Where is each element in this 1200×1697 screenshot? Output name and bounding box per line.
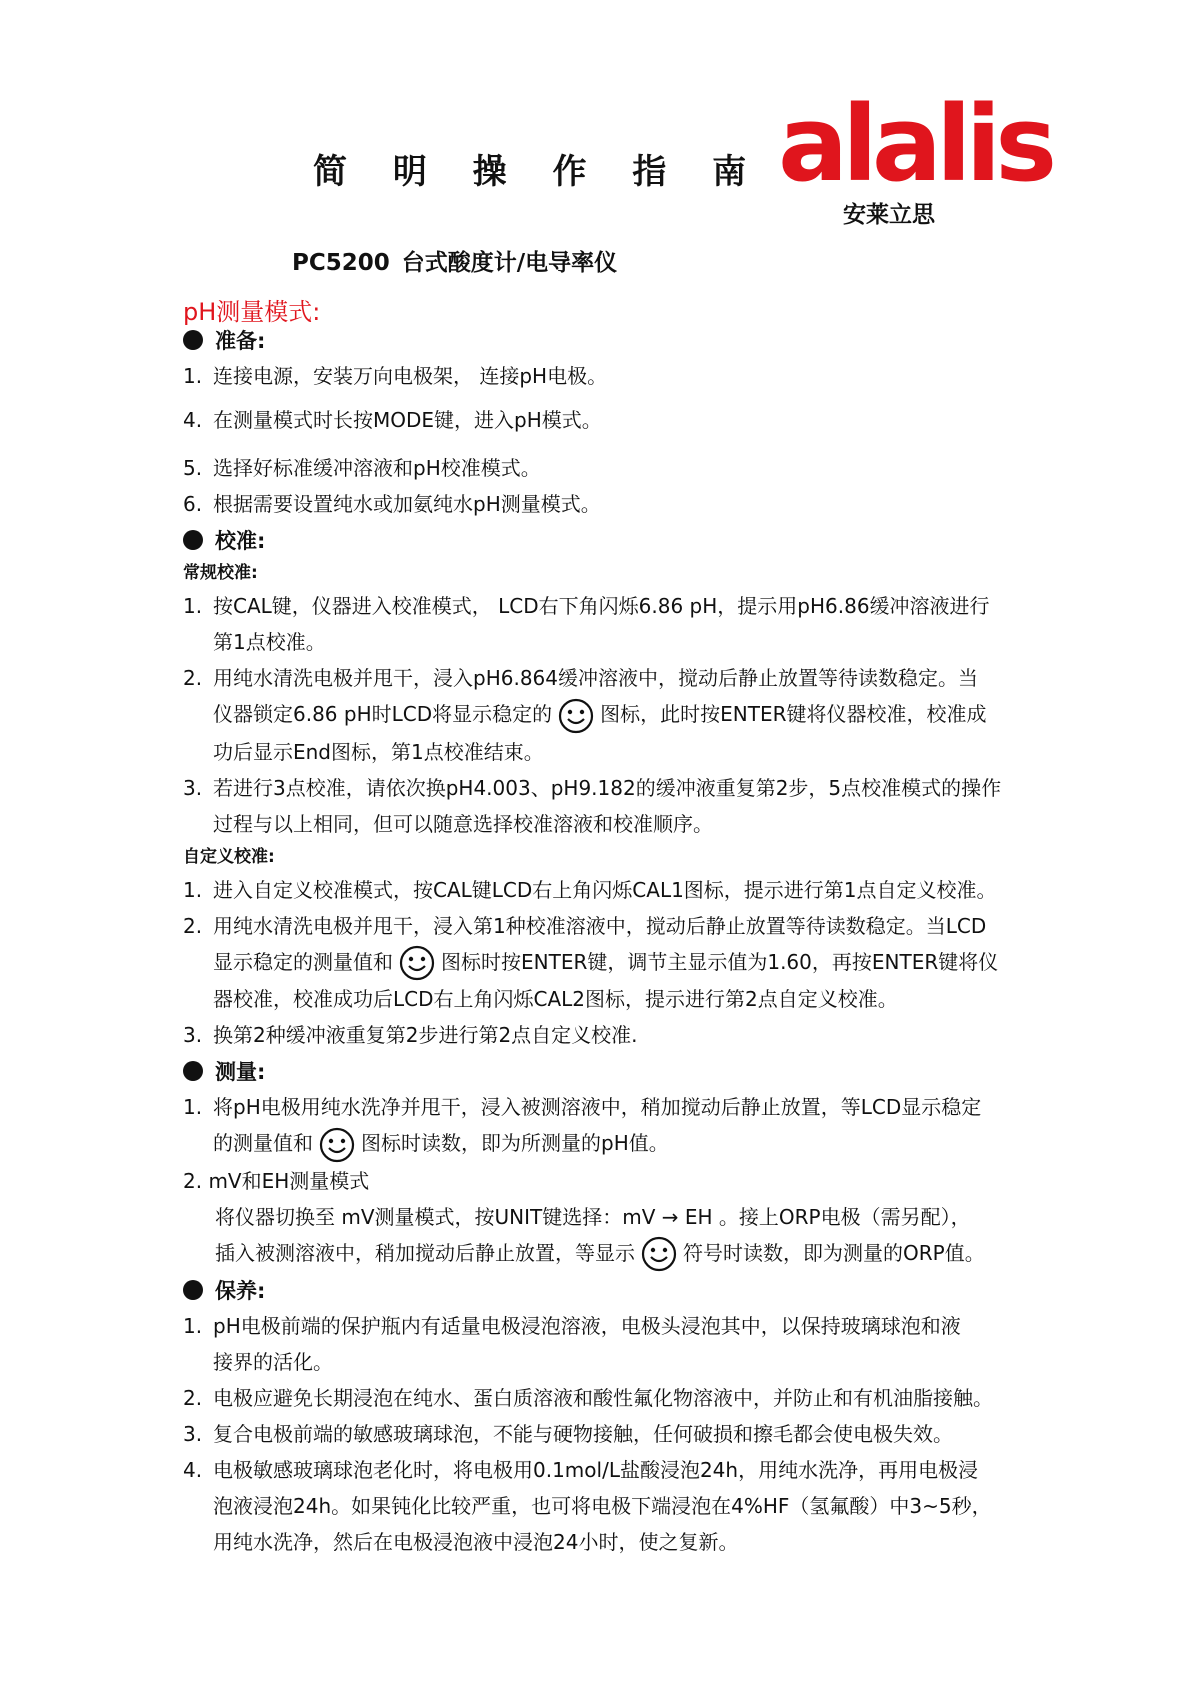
item-number: 4.: [183, 1458, 203, 1482]
smiley-icon: [399, 945, 435, 981]
text-line: 图标时读数，即为所测量的pH值。: [361, 1131, 669, 1155]
item-number: 3.: [183, 775, 203, 800]
text-line: 电极敏感玻璃球泡老化时，将电极用0.1mol/L盐酸浸泡24h，用纯水洗净，再用电极浸: [213, 1458, 979, 1482]
item-number: 2.: [183, 913, 203, 938]
text-line: pH电极前端的保护瓶内有适量电极浸泡溶液，电极头浸泡其中，以保持玻璃球泡和液: [213, 1314, 961, 1338]
heading-calibration: [183, 522, 1033, 558]
item-text: [213, 1452, 1033, 1560]
brand-logo: alalis: [778, 83, 1052, 205]
item-text: 电极应避免长期浸泡在纯水、蛋白质溶液和酸性氟化物溶液中，并防止和有机油脂接触。: [213, 1386, 993, 1410]
list-item: [183, 1017, 1033, 1053]
text-line: 符号时读数，即为测量的ORP值。: [683, 1240, 985, 1265]
heading-text: 准备:: [215, 329, 266, 353]
text-line: 泡液浸泡24h。如果钝化比较严重，也可将电极下端浸泡在4%HF（氢氟酸）中3~5秒，: [213, 1494, 992, 1518]
measure-mode-text: [183, 1199, 1033, 1273]
list-item: [183, 486, 1033, 522]
subheading-normal: 常规校准:: [183, 563, 258, 583]
brand-subtitle: 安莱立思: [843, 202, 935, 228]
text-line: 图标，此时按ENTER键将仪器校准，校准成: [600, 702, 987, 726]
list-item: [183, 872, 1033, 908]
text-line: 用纯水清洗电极并甩干，浸入pH6.864缓冲溶液中，搅动后静止放置等待读数稳定。当: [213, 666, 978, 690]
text-line: 接界的活化。: [213, 1350, 333, 1374]
item-number: 2.: [183, 666, 203, 690]
page-title: 简 明 操 作 指 南: [313, 152, 764, 192]
item-text: [213, 770, 1033, 842]
item-number: 3.: [183, 1023, 203, 1047]
item-number: 3.: [183, 1422, 203, 1446]
item-text: 进入自定义校准模式，按CAL键LCD右上角闪烁CAL1图标，提示进行第1点自定义校准。: [213, 877, 997, 902]
list-item: [183, 402, 1033, 438]
item-number: 6.: [183, 492, 203, 516]
item-number: 1.: [183, 364, 203, 388]
list-item: [183, 1452, 1033, 1560]
item-text: 选择好标准缓冲溶液和pH校准模式。: [213, 456, 541, 480]
list-item: [183, 450, 1033, 486]
heading-maintenance: [183, 1272, 1033, 1308]
item-text: [213, 1308, 1033, 1380]
text-line: 器校准，校准成功后LCD右上角闪烁CAL2图标，提示进行第2点自定义校准。: [213, 987, 898, 1011]
smiley-icon: [319, 1127, 355, 1163]
model-code: PC5200: [292, 250, 390, 276]
item-text: 换第2种缓冲液重复第2步进行第2点自定义校准.: [213, 1023, 638, 1047]
item-text: [213, 1089, 1033, 1163]
smiley-icon: [641, 1236, 677, 1272]
bullet-icon: [183, 1280, 203, 1300]
section-title: pH测量模式:: [183, 298, 321, 326]
list-item: [183, 908, 1033, 1018]
text-line: 用纯水洗净，然后在电极浸泡液中浸泡24小时，使之复新。: [213, 1530, 739, 1554]
list-item: [183, 1089, 1033, 1163]
subheading-custom: 自定义校准:: [183, 846, 275, 867]
measure-mode-heading: 2. mV和EH测量模式: [183, 1168, 370, 1193]
text-line: 插入被测溶液中，稍加搅动后静止放置，等显示: [215, 1240, 635, 1265]
text-line: 过程与以上相同，但可以随意选择校准溶液和校准顺序。: [213, 811, 713, 836]
text-line: 将pH电极用纯水洗净并甩干，浸入被测溶液中，稍加搅动后静止放置，等LCD显示稳定: [213, 1095, 982, 1119]
item-number: 4.: [183, 408, 203, 432]
text-line: 若进行3点校准，请依次换pH4.003、pH9.182的缓冲液重复第2步，5点校准模式的操作: [213, 775, 1002, 800]
item-number: 5.: [183, 456, 203, 480]
heading-prep: [183, 322, 1033, 358]
item-number: 2.: [183, 1386, 203, 1410]
heading-text: 测量:: [215, 1060, 266, 1084]
bullet-icon: [183, 1061, 203, 1081]
model-line: [292, 244, 617, 277]
text-line: 显示稳定的测量值和: [213, 949, 393, 974]
item-text: 连接电源，安装万向电极架， 连接pH电极。: [213, 364, 608, 388]
text-line: 仪器锁定6.86 pH时LCD将显示稳定的: [213, 702, 553, 726]
item-number: 1.: [183, 594, 203, 618]
list-item: [183, 660, 1033, 770]
list-item: [183, 1380, 1033, 1416]
text-line: 用纯水清洗电极并甩干，浸入第1种校准溶液中，搅动后静止放置等待读数稳定。当LCD: [213, 913, 987, 938]
item-text: 复合电极前端的敏感玻璃球泡，不能与硬物接触，任何破损和擦毛都会使电极失效。: [213, 1422, 953, 1446]
list-item: [183, 1416, 1033, 1452]
heading-text: 保养:: [215, 1279, 266, 1303]
item-text: 在测量模式时长按MODE键，进入pH模式。: [213, 408, 602, 432]
text-line: 按CAL键，仪器进入校准模式， LCD右下角闪烁6.86 pH，提示用pH6.86缓冲溶液进行: [213, 594, 990, 618]
bullet-icon: [183, 330, 203, 350]
model-name: 台式酸度计/电导率仪: [401, 250, 618, 276]
content: [183, 322, 1033, 1560]
item-text: 根据需要设置纯水或加氨纯水pH测量模式。: [213, 492, 601, 516]
item-text: [213, 908, 1033, 1018]
text-line: 将仪器切换至 mV测量模式，按UNIT键选择：mV → EH 。接上ORP电极（需另配），: [215, 1204, 971, 1229]
text-line: 功后显示End图标，第1点校准结束。: [213, 739, 544, 764]
item-text: [213, 588, 1033, 660]
list-item: [183, 358, 1033, 394]
text-line: 图标时按ENTER键，调节主显示值为1.60，再按ENTER键将仪: [441, 949, 999, 974]
smiley-icon: [558, 698, 594, 734]
list-item: [183, 770, 1033, 842]
item-number: 1.: [183, 877, 203, 902]
heading-measurement: [183, 1053, 1033, 1089]
text-line: 第1点校准。: [213, 630, 326, 654]
bullet-icon: [183, 530, 203, 550]
heading-text: 校准:: [215, 529, 266, 553]
item-text: [213, 660, 1033, 770]
list-item: [183, 588, 1033, 660]
list-item: [183, 1308, 1033, 1380]
item-number: 1.: [183, 1095, 203, 1119]
text-line: 的测量值和: [213, 1131, 313, 1155]
item-number: 1.: [183, 1314, 203, 1338]
